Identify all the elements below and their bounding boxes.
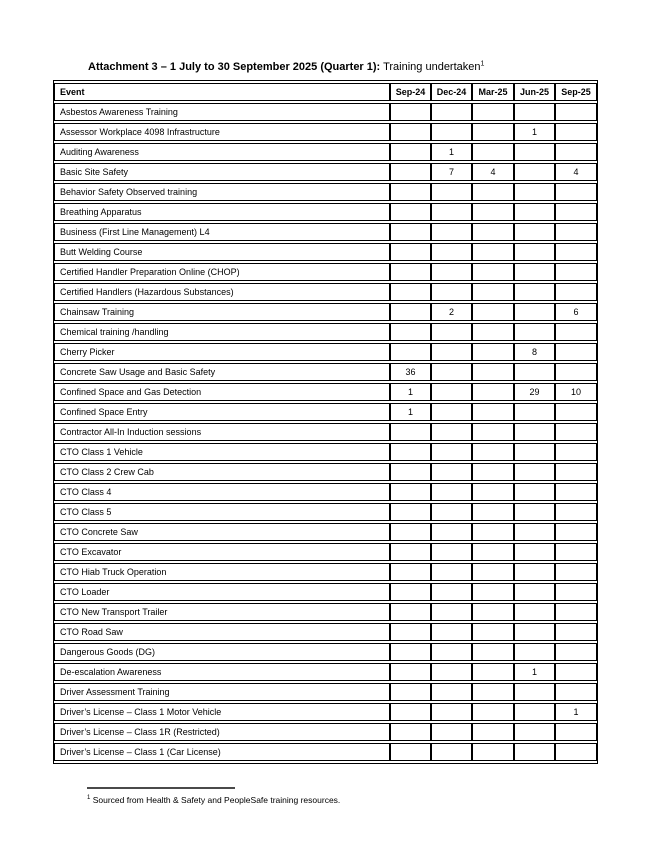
value-cell — [555, 543, 597, 561]
table-row — [54, 683, 597, 701]
value-cell — [555, 283, 597, 301]
value-cell — [431, 723, 472, 741]
value-cell: 10 — [555, 383, 597, 401]
event-cell: Driver’s License – Class 1R (Restricted) — [54, 723, 390, 741]
value-cell — [390, 303, 431, 321]
value-cell — [390, 343, 431, 361]
value-cell — [431, 663, 472, 681]
value-cell — [431, 323, 472, 341]
value-cell — [555, 183, 597, 201]
value-cell — [514, 363, 555, 381]
value-cell — [514, 463, 555, 481]
value-cell — [472, 303, 514, 321]
footnote-body: Sourced from Health & Safety and PeopleSafe training resources. — [90, 795, 341, 805]
table-row — [54, 423, 597, 441]
value-cell — [431, 183, 472, 201]
value-cell — [472, 503, 514, 521]
value-cell — [555, 483, 597, 501]
value-cell — [390, 623, 431, 641]
value-cell — [472, 683, 514, 701]
value-cell — [431, 603, 472, 621]
column-header-sep-25: Sep-25 — [555, 83, 597, 101]
value-cell — [390, 583, 431, 601]
value-cell — [472, 603, 514, 621]
value-cell — [431, 203, 472, 221]
value-cell — [431, 543, 472, 561]
value-cell — [472, 663, 514, 681]
table-row — [54, 223, 597, 241]
value-cell — [390, 263, 431, 281]
event-cell: CTO Loader — [54, 583, 390, 601]
table-row — [54, 463, 597, 481]
table-row — [54, 723, 597, 741]
value-cell: 1 — [555, 703, 597, 721]
value-cell — [514, 603, 555, 621]
value-cell — [390, 683, 431, 701]
value-cell — [390, 323, 431, 341]
value-cell — [431, 403, 472, 421]
value-cell — [555, 143, 597, 161]
value-cell — [390, 563, 431, 581]
event-cell: Driver’s License – Class 1 Motor Vehicle — [54, 703, 390, 721]
value-cell: 1 — [431, 143, 472, 161]
value-cell — [431, 343, 472, 361]
event-cell: CTO Hiab Truck Operation — [54, 563, 390, 581]
event-cell: CTO Class 1 Vehicle — [54, 443, 390, 461]
column-header-event: Event — [54, 83, 390, 101]
column-header-sep-24: Sep-24 — [390, 83, 431, 101]
footnote-separator — [87, 787, 235, 789]
value-cell — [390, 643, 431, 661]
value-cell — [431, 523, 472, 541]
value-cell — [431, 643, 472, 661]
value-cell — [514, 403, 555, 421]
value-cell — [514, 583, 555, 601]
event-cell: Driver Assessment Training — [54, 683, 390, 701]
value-cell — [431, 123, 472, 141]
event-cell: CTO Class 5 — [54, 503, 390, 521]
table-row — [54, 123, 597, 141]
value-cell — [390, 423, 431, 441]
value-cell — [431, 703, 472, 721]
value-cell — [472, 143, 514, 161]
column-header-dec-24: Dec-24 — [431, 83, 472, 101]
value-cell — [555, 563, 597, 581]
event-cell: CTO New Transport Trailer — [54, 603, 390, 621]
value-cell — [472, 203, 514, 221]
event-cell: Chemical training /handling — [54, 323, 390, 341]
value-cell — [555, 643, 597, 661]
value-cell: 36 — [390, 363, 431, 381]
value-cell — [472, 343, 514, 361]
title-footnote-marker: 1 — [480, 60, 485, 68]
value-cell — [514, 683, 555, 701]
value-cell — [555, 723, 597, 741]
value-cell — [514, 203, 555, 221]
value-cell — [472, 543, 514, 561]
value-cell — [472, 323, 514, 341]
value-cell — [555, 683, 597, 701]
value-cell — [514, 543, 555, 561]
value-cell — [431, 563, 472, 581]
value-cell — [555, 223, 597, 241]
value-cell: 7 — [431, 163, 472, 181]
value-cell — [431, 683, 472, 701]
event-cell: Breathing Apparatus — [54, 203, 390, 221]
value-cell — [555, 123, 597, 141]
value-cell — [514, 703, 555, 721]
value-cell: 29 — [514, 383, 555, 401]
footnote-marker: 1 — [87, 795, 91, 802]
value-cell — [472, 703, 514, 721]
page-title-bold: Attachment 3 – 1 July to 30 September 2025 (Quarter 1): — [88, 61, 381, 73]
training-table-body — [54, 103, 597, 761]
value-cell — [472, 523, 514, 541]
table-row — [54, 483, 597, 501]
table-row — [54, 663, 597, 681]
value-cell — [390, 123, 431, 141]
value-cell — [472, 463, 514, 481]
event-cell: Confined Space Entry — [54, 403, 390, 421]
table-row — [54, 583, 597, 601]
value-cell — [472, 423, 514, 441]
value-cell — [472, 103, 514, 121]
table-row — [54, 703, 597, 721]
table-row — [54, 503, 597, 521]
table-row — [54, 623, 597, 641]
table-row — [54, 303, 597, 321]
value-cell — [472, 583, 514, 601]
value-cell — [472, 403, 514, 421]
table-row — [54, 323, 597, 341]
table-row — [54, 403, 597, 421]
event-cell: De-escalation Awareness — [54, 663, 390, 681]
table-row — [54, 343, 597, 361]
value-cell — [431, 623, 472, 641]
value-cell — [555, 503, 597, 521]
value-cell — [431, 503, 472, 521]
value-cell — [514, 483, 555, 501]
table-row — [54, 563, 597, 581]
value-cell — [390, 223, 431, 241]
value-cell — [390, 723, 431, 741]
value-cell — [555, 523, 597, 541]
table-row — [54, 243, 597, 261]
event-cell: Auditing Awareness — [54, 143, 390, 161]
value-cell — [514, 163, 555, 181]
table-row — [54, 523, 597, 541]
value-cell — [431, 483, 472, 501]
value-cell: 4 — [472, 163, 514, 181]
value-cell — [514, 303, 555, 321]
value-cell — [555, 343, 597, 361]
value-cell: 1 — [390, 383, 431, 401]
value-cell — [390, 283, 431, 301]
table-row — [54, 543, 597, 561]
value-cell — [555, 443, 597, 461]
value-cell — [431, 283, 472, 301]
value-cell — [514, 243, 555, 261]
column-header-mar-25: Mar-25 — [472, 83, 514, 101]
value-cell: 1 — [390, 403, 431, 421]
value-cell — [472, 383, 514, 401]
event-cell: Certified Handler Preparation Online (CHOP) — [54, 263, 390, 281]
value-cell — [555, 743, 597, 761]
value-cell — [514, 143, 555, 161]
table-row — [54, 143, 597, 161]
value-cell — [390, 103, 431, 121]
value-cell — [390, 503, 431, 521]
value-cell — [514, 323, 555, 341]
event-cell: Business (First Line Management) L4 — [54, 223, 390, 241]
value-cell — [390, 603, 431, 621]
value-cell — [431, 443, 472, 461]
value-cell — [514, 723, 555, 741]
value-cell — [431, 463, 472, 481]
training-table — [53, 80, 598, 764]
page-title — [88, 60, 484, 74]
event-cell: CTO Concrete Saw — [54, 523, 390, 541]
event-cell: Dangerous Goods (DG) — [54, 643, 390, 661]
value-cell — [555, 603, 597, 621]
value-cell — [390, 523, 431, 541]
value-cell — [555, 203, 597, 221]
table-header-row — [54, 83, 597, 101]
value-cell — [514, 503, 555, 521]
value-cell — [472, 243, 514, 261]
value-cell — [514, 523, 555, 541]
event-cell: Behavior Safety Observed training — [54, 183, 390, 201]
value-cell — [472, 443, 514, 461]
event-cell: Chainsaw Training — [54, 303, 390, 321]
value-cell — [390, 743, 431, 761]
value-cell — [431, 243, 472, 261]
value-cell: 8 — [514, 343, 555, 361]
value-cell — [472, 623, 514, 641]
value-cell — [472, 123, 514, 141]
event-cell: CTO Road Saw — [54, 623, 390, 641]
value-cell — [390, 463, 431, 481]
event-cell: Concrete Saw Usage and Basic Safety — [54, 363, 390, 381]
value-cell — [555, 363, 597, 381]
value-cell — [390, 703, 431, 721]
value-cell: 2 — [431, 303, 472, 321]
value-cell — [390, 143, 431, 161]
value-cell — [514, 103, 555, 121]
value-cell — [472, 643, 514, 661]
value-cell — [514, 563, 555, 581]
value-cell — [555, 263, 597, 281]
value-cell — [514, 223, 555, 241]
table-row — [54, 183, 597, 201]
value-cell — [555, 583, 597, 601]
value-cell — [431, 583, 472, 601]
value-cell — [431, 223, 472, 241]
value-cell — [514, 423, 555, 441]
table-row — [54, 283, 597, 301]
value-cell — [555, 663, 597, 681]
value-cell — [390, 663, 431, 681]
value-cell — [472, 563, 514, 581]
value-cell — [390, 203, 431, 221]
value-cell — [390, 443, 431, 461]
value-cell — [514, 183, 555, 201]
value-cell — [390, 183, 431, 201]
value-cell — [431, 263, 472, 281]
value-cell: 1 — [514, 123, 555, 141]
table-row — [54, 363, 597, 381]
value-cell — [390, 543, 431, 561]
value-cell — [555, 463, 597, 481]
value-cell — [431, 423, 472, 441]
value-cell — [514, 743, 555, 761]
event-cell: Cherry Picker — [54, 343, 390, 361]
value-cell: 1 — [514, 663, 555, 681]
table-row — [54, 603, 597, 621]
value-cell — [431, 103, 472, 121]
event-cell: Basic Site Safety — [54, 163, 390, 181]
value-cell — [472, 183, 514, 201]
value-cell: 6 — [555, 303, 597, 321]
table-row — [54, 263, 597, 281]
table-row — [54, 643, 597, 661]
value-cell: 4 — [555, 163, 597, 181]
value-cell — [514, 283, 555, 301]
event-cell: Driver’s License – Class 1 (Car License) — [54, 743, 390, 761]
value-cell — [390, 163, 431, 181]
event-cell: Contractor All-In Induction sessions — [54, 423, 390, 441]
event-cell: CTO Class 2 Crew Cab — [54, 463, 390, 481]
event-cell: Confined Space and Gas Detection — [54, 383, 390, 401]
value-cell — [555, 103, 597, 121]
footnote-text — [87, 794, 340, 806]
table-row — [54, 743, 597, 761]
value-cell — [390, 243, 431, 261]
table-row — [54, 203, 597, 221]
table-row — [54, 103, 597, 121]
value-cell — [514, 263, 555, 281]
value-cell — [431, 743, 472, 761]
value-cell — [390, 483, 431, 501]
value-cell — [514, 623, 555, 641]
event-cell: Assessor Workplace 4098 Infrastructure — [54, 123, 390, 141]
value-cell — [472, 723, 514, 741]
value-cell — [514, 643, 555, 661]
value-cell — [555, 323, 597, 341]
value-cell — [472, 263, 514, 281]
table-row — [54, 383, 597, 401]
value-cell — [472, 223, 514, 241]
value-cell — [555, 623, 597, 641]
value-cell — [472, 743, 514, 761]
value-cell — [514, 443, 555, 461]
value-cell — [431, 383, 472, 401]
table-row — [54, 443, 597, 461]
value-cell — [555, 423, 597, 441]
event-cell: Asbestos Awareness Training — [54, 103, 390, 121]
table-row — [54, 163, 597, 181]
event-cell: CTO Class 4 — [54, 483, 390, 501]
value-cell — [555, 403, 597, 421]
value-cell — [472, 283, 514, 301]
value-cell — [431, 363, 472, 381]
event-cell: Certified Handlers (Hazardous Substances) — [54, 283, 390, 301]
value-cell — [472, 483, 514, 501]
event-cell: CTO Excavator — [54, 543, 390, 561]
page-title-regular: Training undertaken — [380, 61, 481, 73]
value-cell — [472, 363, 514, 381]
value-cell — [555, 243, 597, 261]
event-cell: Butt Welding Course — [54, 243, 390, 261]
column-header-jun-25: Jun-25 — [514, 83, 555, 101]
